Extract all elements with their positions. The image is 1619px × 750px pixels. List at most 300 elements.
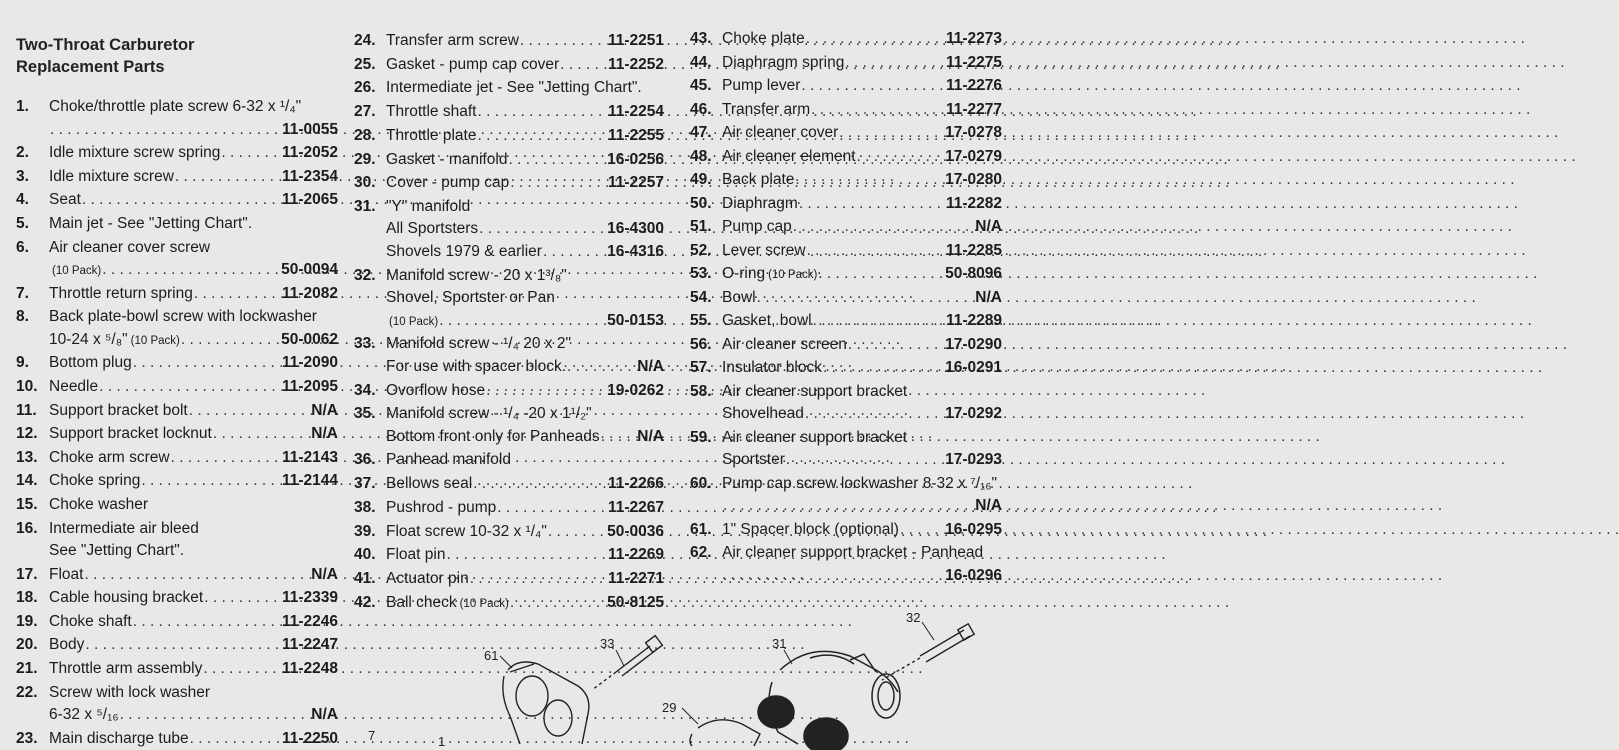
part-number-label: 17. (16, 565, 38, 583)
part-description: Pump lever (722, 77, 801, 94)
part-line (16, 682, 338, 705)
part-number-label: 57. (690, 359, 712, 376)
part-number-label: 2. (16, 144, 29, 162)
part-item (690, 169, 1002, 192)
part-line-body (49, 518, 338, 541)
part-description: Air cleaner support bracket - Panhead (722, 544, 984, 561)
part-line (354, 218, 664, 241)
part-description: Air cleaner support bracket (722, 382, 908, 400)
part-item (16, 423, 338, 446)
part-line (16, 166, 338, 189)
part-item (16, 564, 338, 587)
part-line (354, 449, 664, 472)
dot-leader (194, 283, 281, 306)
part-description: Throttle return spring (49, 284, 193, 302)
part-number-label: 24. (354, 32, 376, 49)
part-code: 11-2277 (945, 100, 1002, 118)
part-code: 16-0256 (607, 150, 664, 168)
part-item (354, 521, 664, 544)
part-number-label: 56. (690, 335, 712, 353)
part-number-label: 46. (690, 100, 712, 118)
part-number-label: 8. (16, 308, 29, 326)
part-number-label: 31. (354, 197, 376, 215)
dot-leader (857, 146, 945, 169)
part-description: Screw with lock washer (49, 683, 211, 701)
part-item (354, 544, 664, 567)
part-number-label: 15. (16, 495, 38, 513)
dot-leader (807, 240, 945, 263)
part-line (690, 403, 1002, 426)
part-item (690, 334, 1002, 357)
part-line-body (386, 333, 664, 356)
part-description: Bottom plug (49, 354, 132, 372)
part-line (16, 142, 338, 165)
part-item (690, 542, 1002, 587)
dot-leader (900, 519, 944, 542)
part-line-body (386, 287, 664, 310)
callout-31: 31 (772, 636, 787, 651)
part-line (354, 426, 664, 449)
part-line-body (49, 447, 338, 470)
part-item (354, 125, 664, 148)
part-code: 16-0295 (945, 520, 1002, 538)
part-number-label: 60. (690, 474, 712, 492)
part-number-label: 6. (16, 238, 29, 256)
part-line-body (722, 449, 1002, 472)
part-number-label: 36. (354, 451, 376, 469)
part-line-body (722, 542, 1002, 565)
part-item (354, 172, 664, 195)
part-code: 11-2247 (281, 636, 338, 654)
part-item (16, 400, 338, 423)
part-description: Shovels 1979 & earlier (386, 242, 542, 260)
part-line-body (386, 426, 664, 449)
part-line-body (386, 380, 664, 403)
part-line (690, 381, 1002, 404)
dot-leader (799, 193, 945, 216)
part-line (690, 216, 1002, 239)
part-item (690, 75, 1002, 98)
part-code: 11-2257 (607, 174, 664, 192)
dot-leader (133, 611, 281, 634)
part-description: Main discharge tube (49, 729, 189, 747)
part-line (16, 423, 338, 446)
dot-leader (190, 728, 281, 750)
part-number-label: 47. (690, 124, 712, 141)
part-item (16, 634, 338, 657)
part-line (16, 658, 338, 681)
part-description: Manifold screw - 20 x 1³/₈" (386, 266, 567, 284)
part-code: 17-0278 (945, 124, 1002, 141)
part-line (16, 352, 338, 375)
part-line-body (722, 357, 1002, 380)
part-code: 11-2275 (945, 53, 1002, 71)
part-description: "Y" manifold (386, 197, 471, 215)
part-number-label: 40. (354, 546, 376, 564)
dot-leader (806, 28, 945, 51)
part-number-label: 12. (16, 425, 38, 443)
part-number-label: 30. (354, 174, 376, 192)
part-code: 11-2273 (945, 30, 1002, 47)
part-number-label: 22. (16, 683, 38, 701)
part-description: Float (49, 565, 84, 583)
part-line-body (386, 265, 664, 288)
dot-leader (477, 101, 607, 124)
part-code: N/A (637, 357, 664, 375)
part-code: 11-2246 (281, 612, 338, 630)
part-line-body (722, 495, 1002, 518)
part-code: 11-0055 (281, 120, 338, 138)
part-code: 11-2252 (607, 55, 664, 73)
part-item (354, 54, 664, 77)
part-line-body (386, 310, 664, 334)
part-line-body (722, 287, 1002, 310)
part-description: Bowl (722, 288, 756, 306)
part-description: Choke plate (722, 30, 805, 47)
part-description: For use with spacer block. (386, 357, 567, 375)
dot-leader (181, 329, 280, 352)
part-line-body (49, 213, 338, 236)
dot-leader (473, 473, 607, 496)
part-number-label: 25. (354, 55, 376, 73)
part-code: 11-2269 (607, 546, 664, 564)
part-line-body (386, 497, 664, 520)
part-description: Gasket, bowl (722, 312, 812, 329)
part-item (16, 494, 338, 517)
part-number-label: 20. (16, 636, 38, 654)
part-number-label: 54. (690, 288, 712, 306)
dot-leader (757, 287, 975, 310)
part-description: Choke/throttle plate screw 6-32 x ¹/₄" (49, 98, 302, 115)
spacer-block-drawing (503, 662, 589, 744)
callout-32: 32 (906, 610, 921, 625)
part-number-label: 51. (690, 218, 712, 235)
part-line (690, 334, 1002, 357)
dot-leader (845, 52, 945, 75)
part-number-label: 39. (354, 522, 376, 540)
part-line-body (49, 166, 338, 189)
part-line (16, 189, 338, 212)
part-code: 17-0279 (945, 147, 1002, 165)
part-code: 11-2285 (945, 241, 1002, 259)
part-code: 16-0296 (945, 566, 1002, 584)
dot-leader (723, 495, 974, 518)
part-line-body (49, 587, 338, 610)
part-line-body (386, 544, 664, 567)
part-item (354, 473, 664, 496)
part-line (16, 470, 338, 493)
part-line-body (386, 218, 664, 241)
part-number-label: 48. (690, 147, 712, 165)
part-line (16, 447, 338, 470)
part-line-body (722, 75, 1002, 98)
part-line (690, 240, 1002, 263)
part-number-label: 14. (16, 472, 38, 490)
part-number-label: 19. (16, 612, 38, 630)
part-code: 11-2250 (281, 729, 338, 747)
part-description: Body (49, 636, 85, 654)
dot-leader (479, 218, 606, 241)
part-code: 50-0062 (281, 330, 338, 348)
part-number-label: 28. (354, 126, 376, 144)
part-description: Choke washer (49, 495, 149, 513)
part-number-label: 33. (354, 335, 376, 353)
heading-line-2: Replacement Parts (16, 58, 165, 76)
part-line-body (722, 334, 1002, 357)
part-line (354, 568, 664, 591)
part-line-body (49, 494, 338, 517)
part-line (16, 259, 338, 282)
part-line-body (49, 259, 338, 283)
pack-note: (10 Pack) (768, 269, 818, 281)
callout-61: 61 (484, 648, 499, 663)
part-code: N/A (975, 288, 1002, 306)
part-line-body (386, 77, 664, 100)
part-line (690, 565, 1002, 588)
part-item (690, 240, 1002, 263)
dot-leader (120, 704, 311, 727)
part-description: Air cleaner support bracket (722, 428, 908, 446)
part-description: Idle mixture screw (49, 167, 174, 185)
part-line (16, 400, 338, 423)
part-code: 11-2090 (281, 354, 338, 372)
part-item (354, 149, 664, 172)
part-number-label: 23. (16, 729, 38, 747)
pack-note: (10 Pack) (459, 597, 509, 610)
part-code: 50-0036 (607, 522, 664, 540)
part-line (354, 356, 664, 379)
part-item (16, 213, 338, 236)
part-line (354, 544, 664, 567)
part-item (690, 427, 1002, 472)
part-item (354, 568, 664, 591)
part-description: 6-32 x ⁵/₁₆ (49, 706, 119, 724)
dot-leader (221, 142, 281, 165)
part-description: Bottom front only for Panheads (386, 427, 600, 445)
part-line (16, 587, 338, 610)
dot-leader (823, 357, 944, 380)
part-description: Gasket - manifold (386, 150, 508, 168)
part-line (690, 495, 1002, 518)
part-line (690, 449, 1002, 472)
part-description: Seat (49, 191, 81, 209)
part-line-body (49, 658, 338, 681)
part-number-label: 3. (16, 167, 29, 185)
part-description: Throttle plate (386, 126, 477, 144)
part-line-body (722, 193, 1002, 216)
part-item (16, 376, 338, 399)
part-line (690, 169, 1002, 192)
part-code: 16-4316 (607, 242, 664, 260)
part-line-body (386, 54, 664, 77)
dot-leader (99, 376, 281, 399)
dot-leader (141, 470, 281, 493)
part-line-body (722, 52, 1002, 75)
part-code: 11-2339 (281, 589, 338, 607)
part-code: N/A (975, 497, 1002, 514)
dot-leader (85, 634, 281, 657)
part-line (690, 357, 1002, 380)
part-code: 11-2095 (281, 377, 338, 395)
part-line-body (49, 306, 338, 329)
part-description: All Sportsters (386, 220, 479, 238)
dot-leader (805, 403, 944, 426)
part-description: Throttle shaft (386, 103, 477, 121)
dot-leader (133, 352, 281, 375)
part-number-label: 16. (16, 519, 38, 537)
dot-leader (508, 149, 606, 172)
part-code: 17-0293 (945, 451, 1002, 468)
part-description: Insulator block (722, 359, 822, 376)
y-manifold-drawing (758, 651, 900, 750)
part-line (690, 287, 1002, 310)
part-number-label: 42. (354, 593, 376, 611)
part-line (354, 125, 664, 148)
part-item (16, 611, 338, 634)
page-heading (16, 34, 336, 78)
part-code: 17-0280 (945, 171, 1002, 188)
part-number-label: 52. (690, 241, 712, 259)
part-item (354, 77, 664, 100)
part-line (16, 704, 338, 727)
part-code: 11-2271 (607, 569, 664, 587)
part-item (690, 519, 1002, 542)
part-line-body (386, 449, 664, 472)
part-line-body (386, 403, 664, 426)
part-line (690, 310, 1002, 333)
part-line (354, 172, 664, 195)
part-code: 50-0153 (607, 311, 664, 329)
part-line (16, 376, 338, 399)
part-line (354, 241, 664, 264)
dot-leader (470, 568, 607, 591)
part-code: 17-0292 (945, 405, 1002, 422)
part-description: 10-24 x ⁵/₈" (49, 330, 128, 348)
exploded-parts-diagram (368, 600, 1024, 749)
part-number-label: 26. (354, 79, 376, 97)
dot-leader (189, 400, 311, 423)
part-line (16, 283, 338, 306)
dot-leader (520, 30, 607, 53)
part-line-body (722, 473, 1002, 496)
part-line-body (722, 216, 1002, 239)
part-line-body (722, 146, 1002, 169)
part-number-label: 38. (354, 498, 376, 516)
part-line-body (49, 142, 338, 165)
callout-1: 1 (438, 734, 446, 749)
part-item (354, 497, 664, 520)
part-description: Pump cap (722, 218, 792, 235)
part-line-body (49, 376, 338, 399)
part-description: Cover - pump cap (386, 174, 510, 192)
part-item (16, 518, 338, 563)
part-line-body (386, 241, 664, 264)
part-item (690, 357, 1002, 380)
part-number-label: 50. (690, 194, 712, 212)
part-line-body (49, 564, 338, 587)
part-code: 16-4300 (607, 220, 664, 238)
callout-29: 29 (662, 700, 677, 715)
part-item (690, 263, 1002, 286)
part-line (690, 542, 1002, 565)
part-item (354, 101, 664, 124)
part-line (354, 149, 664, 172)
part-line (16, 728, 338, 750)
part-line-body (49, 352, 338, 375)
part-item (690, 287, 1002, 310)
part-code: 11-2248 (281, 660, 338, 677)
part-line-body (722, 565, 1002, 588)
part-line-body (722, 519, 1002, 542)
part-line (16, 329, 338, 352)
part-line-body (386, 196, 664, 219)
part-item (690, 473, 1002, 518)
part-line (16, 564, 338, 587)
part-item (690, 99, 1002, 122)
part-number-label: 35. (354, 405, 376, 423)
part-code: 11-2289 (945, 312, 1002, 329)
part-line (16, 494, 338, 517)
part-code: 11-2065 (281, 191, 338, 209)
part-number-label: 37. (354, 475, 376, 493)
part-number-label: 10. (16, 377, 38, 395)
part-item (16, 166, 338, 189)
dot-leader (848, 334, 944, 357)
part-number-label: 11. (16, 401, 37, 419)
part-number-label: 4. (16, 191, 29, 209)
part-line (690, 263, 1002, 286)
part-line-body (49, 329, 338, 353)
part-description: Sportster (722, 451, 785, 468)
part-line (16, 634, 338, 657)
part-description: Manifold screw - ¹/₄ -20 x 1¹/₂" (386, 405, 592, 423)
part-line-body (722, 169, 1002, 192)
part-description: Cable housing bracket (49, 589, 204, 607)
dot-leader (560, 54, 607, 77)
part-line-body (386, 473, 664, 496)
part-description: Air cleaner element (722, 147, 856, 165)
part-line (354, 380, 664, 403)
part-item (354, 30, 664, 53)
part-number-label: 5. (16, 214, 29, 232)
part-item (690, 28, 1002, 51)
dot-leader (204, 587, 281, 610)
dot-leader (813, 310, 945, 333)
part-item (690, 146, 1002, 169)
dot-leader (486, 380, 606, 403)
part-item (16, 447, 338, 470)
part-description: Air cleaner cover screw (49, 238, 211, 256)
part-code: 11-2143 (281, 448, 338, 466)
part-number-label: 34. (354, 381, 376, 399)
part-line (354, 77, 664, 100)
part-line-body (386, 125, 664, 148)
part-description: Choke spring (49, 472, 141, 490)
part-number-label: 7. (16, 284, 29, 302)
dot-leader (446, 544, 607, 567)
part-code: 19-0262 (607, 381, 664, 399)
dot-leader (439, 310, 606, 333)
part-line (354, 497, 664, 520)
heading-line-1: Two-Throat Carburetor (16, 36, 195, 54)
part-item (16, 682, 338, 727)
dot-leader (601, 426, 637, 449)
gasket-29-drawing (690, 720, 760, 746)
part-number-label: 45. (690, 77, 712, 94)
part-line (354, 473, 664, 496)
dot-leader (839, 122, 944, 145)
part-line-body (49, 704, 338, 727)
